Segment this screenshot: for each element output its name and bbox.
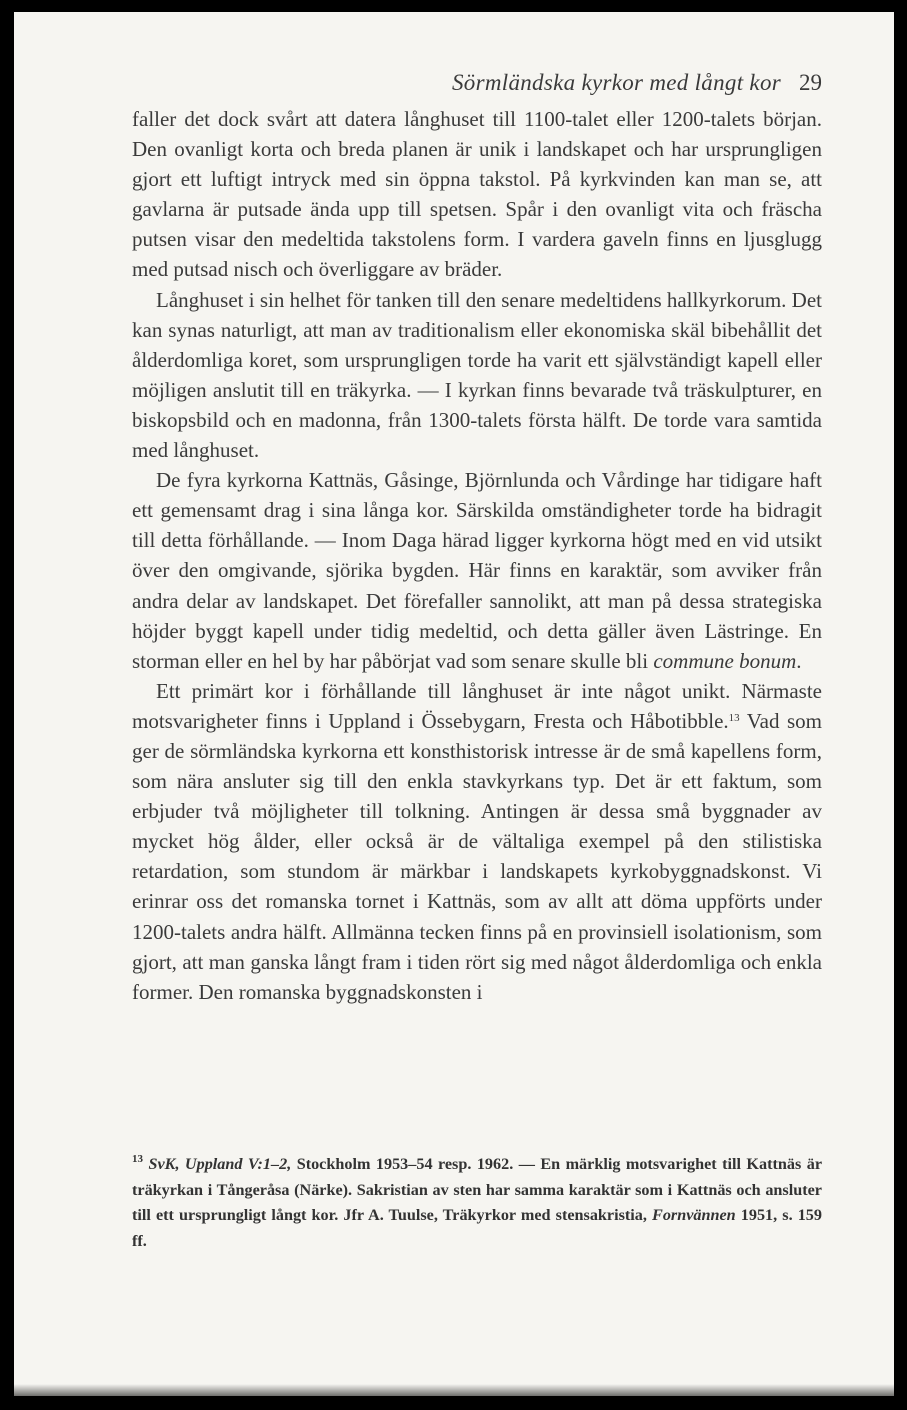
footnote-13	[132, 1152, 822, 1254]
footnotes	[132, 1152, 822, 1254]
paragraph-3-end: .	[796, 648, 802, 673]
paragraph-4-text-a: Ett primärt kor i förhållande till långhuset är inte något unikt. Närmaste motsvarigheter finns i Uppland i Össebygarn, Fresta och Håbotibble.	[132, 678, 822, 733]
page-number: 29	[799, 70, 822, 95]
running-title: Sörmländska kyrkor med långt kor	[452, 70, 781, 95]
footnote-text-2: 1951, s. 159 ff.	[132, 1206, 822, 1250]
footnote-number: 13	[132, 1153, 143, 1165]
book-page	[14, 12, 894, 1396]
body-text	[132, 104, 822, 1007]
latin-phrase: commune bonum	[653, 648, 797, 673]
page-header	[452, 70, 822, 96]
paragraph-1: faller det dock svårt att datera långhuset till 1100-talet eller 1200-talets början. Den ovanligt korta och breda planen är unik i landskapet och har ursprungligen gjort ett luftigt intryck med sin öppna takstol. På kyrkvinden kan man se, att gavlarna är putsade ända upp till spetsen. Spår i den ovanligt vita och fräscha putsen visar den medeltida takstolens form. I vardera gaveln finns en ljusglugg med putsad nisch och överliggare av bräder.	[132, 107, 822, 282]
paragraph-3-text: De fyra kyrkorna Kattnäs, Gåsinge, Björnlunda och Vårdinge har tidigare haft ett gemensamt drag i sina långa kor. Särskilda omständigheter torde ha bidragit till detta förhållande. — Inom Daga härad ligger kyrkorna högt med en vid utsikt över den omgivande, sjörika bygden. Här finns en karaktär, som avviker från andra delar av landskapet. Det förefaller sannolikt, att man på dessa strategiska höjder byggt kapell under tidig medeltid, och detta gäller även Lästringe. En storman eller en hel by har påbörjat vad som senare skulle bli	[132, 468, 822, 673]
footnote-work-2: Fornvännen	[652, 1206, 736, 1224]
paragraph-4	[132, 676, 822, 1007]
footnote-text-1: Stockholm 1953–54 resp. 1962. — En märklig motsvarighet till Kattnäs är träkyrkan i Tångeråsa (Närke). Sakristian av sten har samma karaktär som i Kattnäs och ansluter till ett ursprungligt långt kor. Jfr A. Tuulse, Träkyrkor med stensakristia,	[132, 1155, 823, 1224]
page-edge-shadow	[14, 1384, 894, 1396]
paragraph-3	[132, 465, 822, 676]
paragraph-4-text-b: Vad som ger de sörmländska kyrkorna ett konsthistorisk intresse är de små kapellens form, som nära ansluter sig till den enkla stavkyrkans typ. Det är ett faktum, som erbjuder två möjligheter till tolkning. Antingen är dessa små byggnader av mycket hög ålder, eller också är de vältaliga exempel på den stilistiska retardation, som stundom är märkbar i landskapets kyrkobyggnadskonst. Vi erinrar oss det romanska tornet i Kattnäs, som av allt att döma uppförts under 1200-talets andra hälft. Allmänna tecken finns på en provinsiell isolationism, som gjort, att man ganska långt fram i tiden rört sig med något ålderdomliga och enkla former. Den romanska byggnadskonsten i	[132, 708, 822, 1004]
paragraph-2: Långhuset i sin helhet för tanken till den senare medeltidens hallkyrkorum. Det kan synas naturligt, att man av traditionalism eller ekonomiska skäl bibehållit det ålderdomliga koret, som ursprungligen torde ha varit ett självständigt kapell eller möjligen anslutit till en träkyrka. — I kyrkan finns bevarade två träskulpturer, en biskopsbild och en madonna, från 1300-talets första hälft. De torde vara samtida med långhuset.	[132, 287, 822, 463]
footnote-work-1: SvK, Uppland V:1–2,	[148, 1155, 292, 1173]
footnote-reference: 13	[728, 711, 740, 724]
